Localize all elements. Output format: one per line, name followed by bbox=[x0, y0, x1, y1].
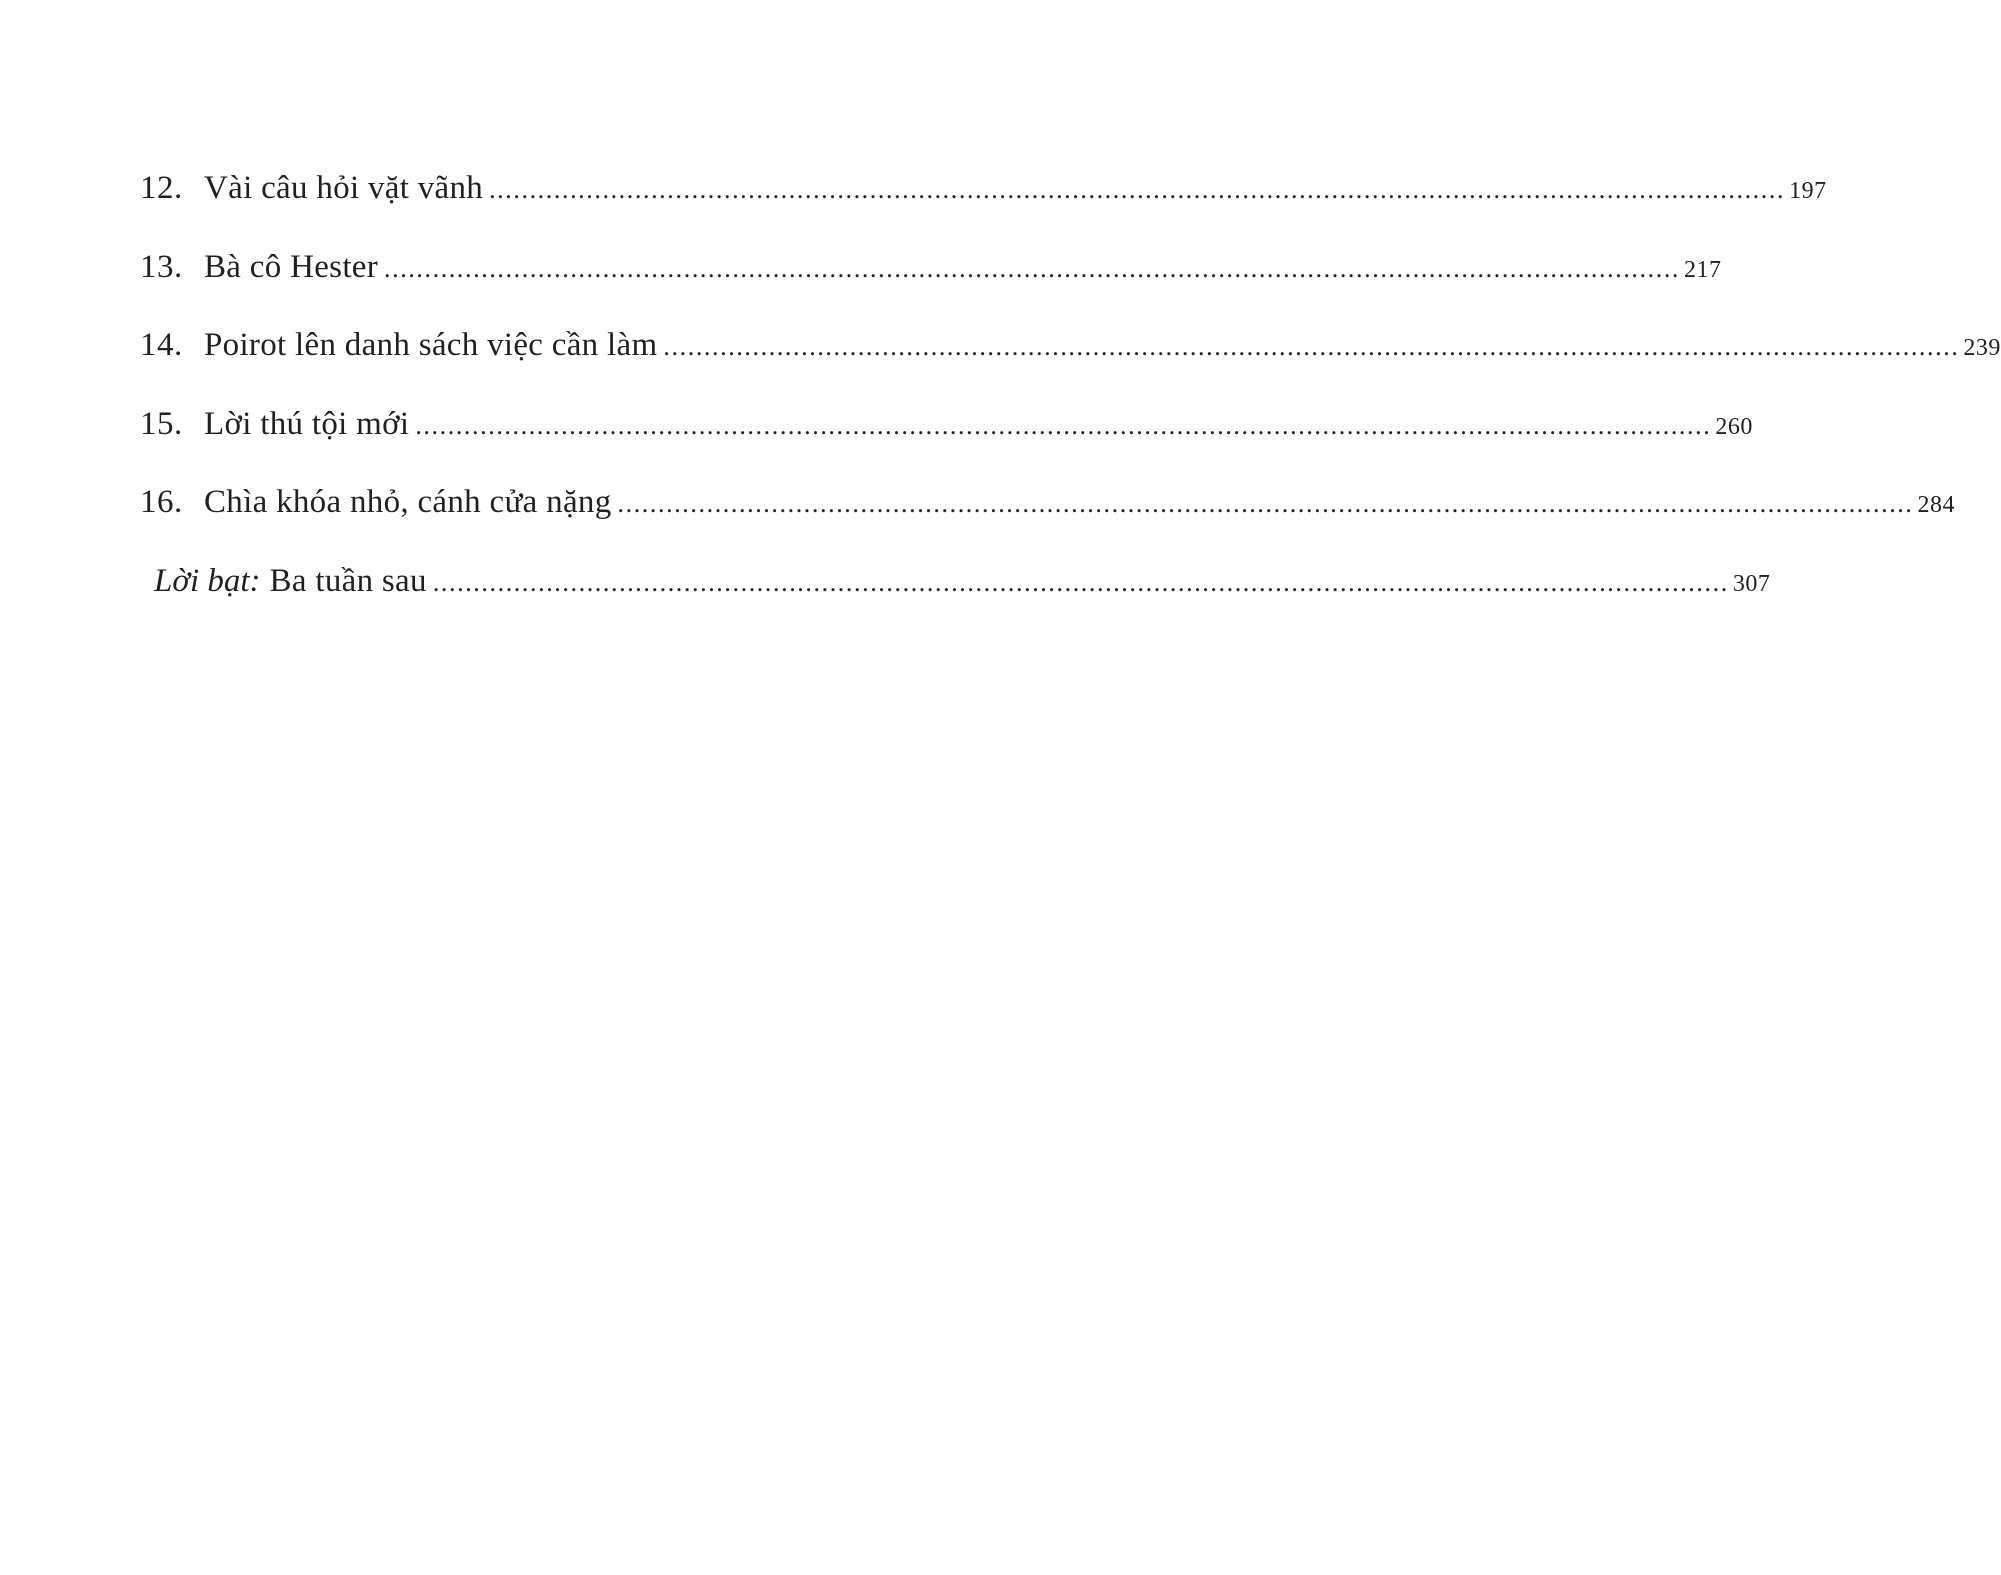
chapter-number: 16. bbox=[140, 484, 183, 521]
chapter-number: 15. bbox=[140, 405, 183, 442]
toc-entry-12 bbox=[140, 160, 1827, 239]
dot-leader: ................................................................................................................................................................ bbox=[663, 332, 1960, 362]
toc-entry-16 bbox=[140, 474, 1955, 553]
afterword-label: Lời bạt: bbox=[154, 562, 261, 599]
chapter-title: Poirot lên danh sách việc cần làm bbox=[204, 327, 658, 364]
chapter-page-number: 197 bbox=[1789, 178, 1827, 204]
chapter-page-number: 260 bbox=[1715, 413, 1753, 440]
chapter-page-number: 284 bbox=[1917, 492, 1955, 519]
dot-leader: ................................................................................................................................................................ bbox=[432, 567, 1729, 597]
chapter-title: Bà cô Hester bbox=[204, 248, 379, 285]
chapter-title: Lời thú tội mới bbox=[204, 405, 410, 442]
dot-leader: ................................................................................................................................................................ bbox=[489, 175, 1786, 204]
toc-entry-15 bbox=[140, 396, 1753, 475]
afterword-page-number: 307 bbox=[1732, 570, 1771, 597]
chapter-number: 13. bbox=[140, 248, 183, 285]
toc-entry-14 bbox=[140, 317, 2001, 396]
dot-leader: ................................................................................................................................................................ bbox=[617, 489, 1914, 519]
dot-leader: ................................................................................................................................................................ bbox=[415, 410, 1712, 440]
toc-entry-13 bbox=[140, 239, 1722, 318]
chapter-page-number: 217 bbox=[1684, 256, 1722, 283]
chapter-number: 12. bbox=[140, 170, 183, 206]
toc-entry-afterword bbox=[140, 553, 1771, 632]
chapter-page-number: 239 bbox=[1963, 335, 2001, 362]
chapter-number: 14. bbox=[140, 327, 183, 364]
table-of-contents bbox=[140, 160, 2001, 632]
chapter-title: Chìa khóa nhỏ, cánh cửa nặng bbox=[204, 484, 612, 521]
afterword-title: Ba tuần sau bbox=[269, 562, 427, 599]
chapter-title: Vài câu hỏi vặt vãnh bbox=[204, 170, 484, 206]
dot-leader: ................................................................................................................................................................ bbox=[384, 253, 1681, 283]
